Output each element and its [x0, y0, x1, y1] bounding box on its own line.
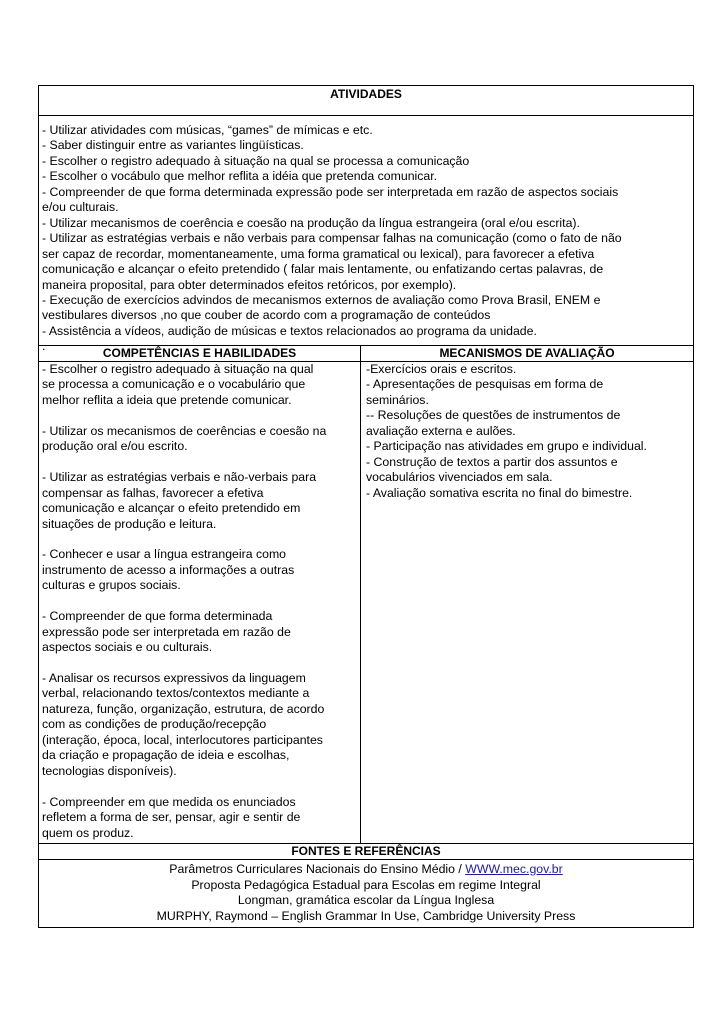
competencias-line: (interação, época, local, interlocutores participantes	[42, 732, 323, 747]
competencias-line: se processa a comunicação e o vocabulário que	[42, 377, 306, 392]
mec-link[interactable]: WWW.mec.gov.br	[465, 862, 563, 876]
competencias-line: melhor reflita a ideia que pretende comunicar.	[42, 392, 292, 407]
plan-table	[38, 85, 694, 928]
atividades-line: maneira proposital, para obter determinados efeitos retóricos, por exemplo).	[42, 277, 457, 292]
atividades-line: .	[42, 339, 46, 354]
atividades-line: - Utilizar mecanismos de coerência e coesão na produção da língua estrangeira (oral e/ou escrita).	[42, 215, 580, 230]
mecanismos-line: - Participação nas atividades em grupo e individual.	[366, 439, 647, 454]
competencias-line: - Compreender de que forma determinada	[42, 609, 273, 624]
mecanismos-line: seminários.	[366, 392, 429, 407]
spacer	[42, 656, 358, 671]
spacer	[42, 532, 358, 547]
competencias-line: compensar as falhas, favorecer a efetiva	[42, 485, 264, 500]
competencias-line: instrumento de acesso a informações a outras	[42, 562, 295, 577]
competencias-line: natureza, função, organização, estrutura, de acordo	[42, 701, 325, 716]
competencias-line: da criação e propagação de ideia e escolhas,	[42, 748, 290, 763]
atividades-line: e/ou culturais.	[42, 200, 119, 215]
atividades-line: ser capaz de recordar, momentaneamente, uma forma gramatical ou lexical), para favorecer a efetiva	[42, 246, 595, 261]
competencias-line: culturas e grupos sociais.	[42, 578, 181, 593]
reference-text: Parâmetros Curriculares Nacionais do Ensino Médio /	[169, 862, 466, 876]
competencias-line: - Utilizar os mecanismos de coerências e coesão na	[42, 423, 327, 438]
competencias-line: expressão pode ser interpretada em razão de	[42, 624, 291, 639]
competencias-column	[39, 346, 361, 843]
reference-item: Longman, gramática escolar da Língua Inglesa	[237, 893, 495, 907]
references-list	[39, 860, 693, 927]
mecanismos-heading: MECANISMOS DE AVALIAÇÃO	[361, 346, 693, 362]
atividades-line: vestibulares diversos ,no que couber de acordo com a programação de conteúdos	[42, 308, 491, 323]
atividades-line: - Utilizar as estratégias verbais e não verbais para compensar falhas na comunicação (como o fato de não	[42, 231, 622, 246]
competencias-mecanismos-grid	[39, 346, 693, 844]
competencias-line: verbal, relacionando textos/contextos mediante a	[42, 686, 310, 701]
competencias-line: - Compreender em que medida os enunciados	[42, 794, 296, 809]
mecanismos-line: -Exercícios orais e escritos.	[366, 362, 517, 376]
competencias-line: aspectos sociais e ou culturais.	[42, 640, 213, 655]
competencias-line: quem os produz.	[42, 825, 134, 840]
mecanismos-line: -- Resoluções de questões de instrumentos de	[366, 408, 621, 423]
atividades-line: comunicação e alcançar o efeito pretendido ( falar mais lentamente, ou enfatizando certas palavras, de	[42, 262, 604, 277]
competencias-line: - Escolher o registro adequado à situação na qual	[42, 362, 314, 376]
atividades-line: - Utilizar atividades com músicas, “games” de mímicas e etc.	[42, 123, 373, 137]
competencias-heading: COMPETÊNCIAS E HABILIDADES	[39, 346, 360, 362]
mecanismos-column	[361, 346, 693, 843]
mecanismos-line: - Construção de textos a partir dos assuntos e	[366, 454, 618, 469]
atividades-line: - Assistência a vídeos, audição de músicas e textos relacionados ao programa da unidade.	[42, 323, 537, 338]
mecanismos-line: - Avaliação somativa escrita no final do bimestre.	[366, 485, 633, 500]
spacer	[42, 779, 358, 794]
atividades-line: - Compreender de que forma determinada expressão pode ser interpretada em razão de aspectos sociais	[42, 184, 619, 199]
reference-item: Proposta Pedagógica Estadual para Escolas em regime Integral	[191, 877, 541, 892]
competencias-line: tecnologias disponíveis).	[42, 763, 177, 778]
mecanismos-line: vocabulários vivenciados em sala.	[366, 470, 553, 485]
reference-item	[39, 862, 693, 878]
atividades-line: - Saber distinguir entre as variantes lingüísticas.	[42, 138, 304, 153]
reference-item: MURPHY, Raymond – English Grammar In Use, Cambridge University Press	[156, 908, 576, 923]
mecanismos-line: - Apresentações de pesquisas em forma de	[366, 377, 604, 392]
competencias-line: comunicação e alcançar o efeito pretendido em	[42, 501, 301, 516]
atividades-line: - Escolher o vocábulo que melhor reflita a idéia que pretenda comunicar.	[42, 169, 438, 184]
fontes-heading: FONTES E REFERÊNCIAS	[39, 844, 693, 860]
atividades-line: - Escolher o registro adequado à situação na qual se processa a comunicação	[42, 153, 470, 168]
spacer	[42, 455, 358, 470]
spacer	[42, 408, 358, 423]
mecanismos-line: avaliação externa e aulões.	[366, 423, 516, 438]
atividades-line: - Execução de exercícios advindos de mecanismos externos de avaliação como Prova Brasil, ENEM e	[42, 292, 601, 307]
competencias-line: - Conhecer e usar a língua estrangeira como	[42, 547, 287, 562]
competencias-line: situações de produção e leitura.	[42, 516, 217, 531]
competencias-body	[39, 362, 360, 843]
competencias-line: refletem a forma de ser, pensar, agir e sentir de	[42, 810, 301, 825]
spacer	[42, 594, 358, 609]
competencias-line: produção oral e/ou escrito.	[42, 439, 188, 454]
competencias-line: com as condições de produção/recepção	[42, 717, 267, 732]
atividades-heading: ATIVIDADES	[39, 86, 693, 116]
competencias-line: - Utilizar as estratégias verbais e não-verbais para	[42, 470, 317, 485]
mecanismos-body	[361, 362, 693, 843]
competencias-line: - Analisar os recursos expressivos da linguagem	[42, 670, 306, 685]
